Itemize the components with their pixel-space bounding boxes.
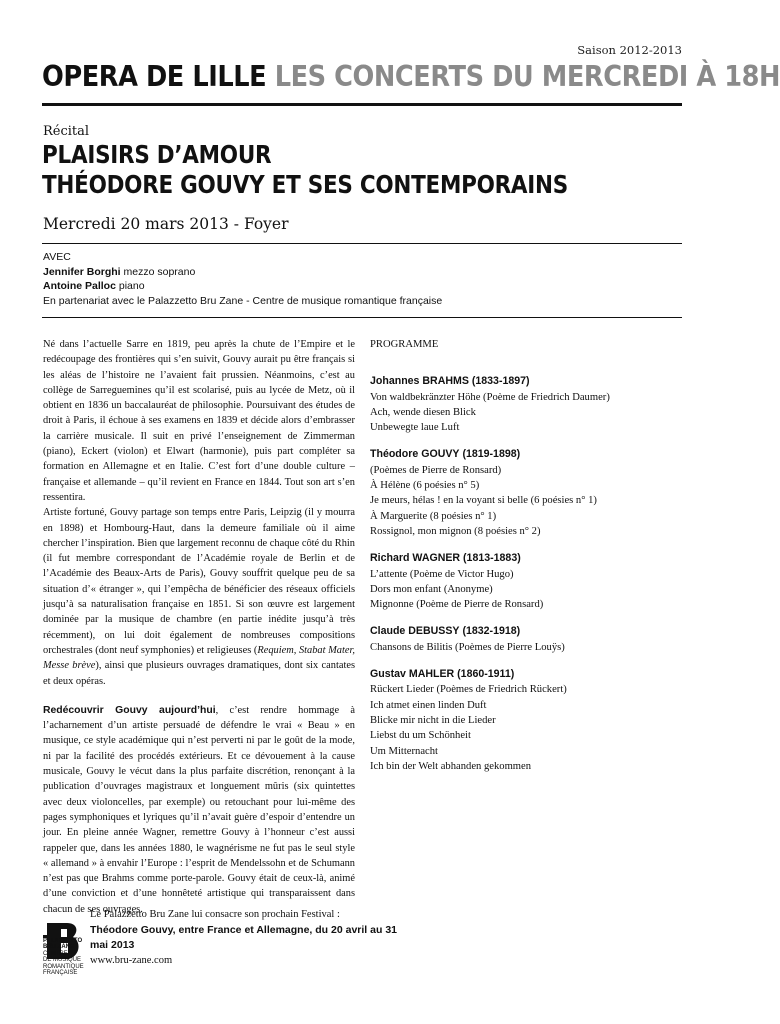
bio-paragraph: Né dans l’actuelle Sarre en 1819, peu après la chute de l’Empire et le redécoupage des frontières qui s’en suivit, Gouvy aurait pu être français si les aléas de l’histoire ne l’avaient fait prussien. Néanmoins, c’est au collège de Sarreguemines qu’il est scolarisé, puis au lycée de Metz, où il obtient en 1836 un baccalauréat de philosophie. Poursuivant des études de droit à Paris, il échoue à ses examens en 1839 et décide alors d’embrasser la carrière musicale. Il suit en privé l’enseignement de Zimmerman (piano), Eckert (violon) et Elwart (harmonie), puis part compléter sa formation en Allemagne et en Italie. C’est fort d’une double culture – française et allemande – qu’il revient en France en 1844. Tout son art s’en ressentira. (43, 339, 355, 503)
masthead-rule (42, 103, 682, 106)
work-item: Rossignol, mon mignon (8 poésies n° 2) (370, 525, 541, 537)
works-list (370, 567, 670, 613)
programme-heading: PROGRAMME (370, 339, 439, 350)
composer-name: Théodore GOUVY (1819-1898) (370, 448, 521, 461)
composer-block (370, 374, 670, 435)
work-item: Ach, wende diesen Blick (370, 406, 476, 418)
composer-list (370, 374, 670, 774)
work-item: À Hélène (6 poésies n° 5) (370, 480, 480, 492)
performer-name: Jennifer Borghi (43, 265, 121, 278)
works-list (370, 390, 670, 436)
work-item: Unbewegte laue Luft (370, 422, 460, 434)
website-link[interactable]: www.bru-zane.com (90, 954, 173, 966)
composer-name: Gustav MAHLER (1860-1911) (370, 668, 515, 681)
performer-role: piano (118, 280, 145, 293)
work-item: Um Mitternacht (370, 745, 438, 757)
masthead-series: LES CONCERTS DU MERCREDI À 18H (274, 60, 780, 93)
works-list (370, 682, 670, 774)
work-item: L’attente (Poème de Victor Hugo) (370, 568, 514, 580)
bio-paragraph: Redécouvrir Gouvy aujourd’hui, c’est rendre hommage à l’acharnement d’un artiste persuadé de défendre le vrai « Beau » en musique, ce style académique qui n’est perverti ni par le goût de la mode, ni par la facilité des procédés extérieurs. Et ce dévouement à la cause musicale, Gouvy le vécut dans la plus parfaite discrétion, renonçant à la publication d’ouvrages magistraux et longuement mûris (six quintettes avec deux violoncelles, par exemple) ou retouchant pour lui-même des pages symphoniques et lyriques qu’il n’avait guère d’espoir d’entendre un jour. En pleine année Wagner, remettre Gouvy à l’honneur c’est aussi rappeler que, dans les années 1880, le wagnérisme ne fut pas le seul style « allemand » à envahir l’Europe : l’esprit de Mendelssohn et de Schumann n’est pas que Brahms comme porte-parole. Gouvy était de ceux-là, animé d’une conviction et d’une honnêteté artistique qui transparaissent dans chacun de ses ouvrages. (43, 704, 355, 915)
composer-name: Richard WAGNER (1813-1883) (370, 552, 521, 565)
works-list (370, 640, 670, 655)
bio-paragraph: Artiste fortuné, Gouvy partage son temps entre Paris, Leipzig (il y mourra en 1898) et Hombourg-Haut, dans la demeure familiale où il aime chercher l’inspiration. Bien que largement reconnu de chaque côté du Rhin (il fut membre correspondant de l’Académie royale de Berlin et de l’Académie des Beaux-Arts de Paris), Gouvy souffrit quelque peu de sa situation d’« étranger », qui l’empêcha de bénéficier des réseaux officiels jusqu’à sa naturalisation française en 1851. Si son œuvre est largement dominée par la musique de chambre (en partie inédite jusqu’à très récemment), on lui doit également de nombreuses compositions orchestrales (dont neuf symphonies) et religieuses (Requiem, Stabat Mater, Messe brève), ainsi que plusieurs ouvrages dramatiques, dont six cantates et deux opéras. (43, 507, 355, 687)
composer-block (370, 667, 670, 774)
divider (42, 317, 682, 318)
performer-name: Antoine Palloc (43, 280, 116, 293)
composer-name: Claude DEBUSSY (1832-1918) (370, 625, 521, 638)
event-date: Mercredi 20 mars 2013 - Foyer (43, 215, 289, 233)
title-line-1: PLAISIRS D’AMOUR (42, 140, 272, 169)
performer (43, 265, 442, 280)
composer-block (370, 447, 670, 539)
work-item: Chansons de Bilitis (Poèmes de Pierre Louÿs) (370, 641, 565, 653)
work-item: Von waldbekränzter Höhe (Poème de Friedrich Daumer) (370, 391, 610, 403)
masthead (42, 60, 780, 94)
work-item: (Poèmes de Pierre de Ronsard) (370, 464, 502, 476)
festival-name: Théodore Gouvy, entre France et Allemagne, du 20 avril au 31 mai 2013 (90, 923, 397, 952)
divider (42, 243, 682, 244)
work-item: Rückert Lieder (Poèmes de Friedrich Rückert) (370, 684, 567, 696)
festival-intro: Le Palazzetto Bru Zane lui consacre son prochain Festival : (90, 909, 340, 920)
work-item: À Marguerite (8 poésies n° 1) (370, 510, 497, 522)
work-item: Liebst du um Schönheit (370, 730, 471, 742)
season-label: Saison 2012-2013 (577, 43, 682, 57)
work-item: Mignonne (Poème de Pierre de Ronsard) (370, 599, 544, 611)
biography (43, 337, 355, 917)
logo-wordmark: PALAZZETTO BRU ZANE CENTRE DE MUSIQUE ROMANTIQUE FRANÇAISE (43, 938, 84, 977)
footer (43, 898, 683, 988)
partnership-note: En partenariat avec le Palazzetto Bru Zane - Centre de musique romantique française (43, 294, 443, 307)
title-line-2: THÉODORE GOUVY ET SES CONTEMPORAINS (42, 170, 569, 199)
bio-lead: Redécouvrir Gouvy aujourd’hui (43, 704, 216, 716)
work-item: Dors mon enfant (Anonyme) (370, 583, 493, 595)
page-title (42, 140, 592, 200)
event-kind: Récital (43, 124, 90, 139)
performer (43, 279, 442, 294)
performer-role: mezzo soprano (123, 265, 196, 278)
composer-block (370, 624, 670, 655)
programme (370, 337, 670, 786)
work-item: Ich bin der Welt abhanden gekommen (370, 760, 532, 772)
work-item: Blicke mir nicht in die Lieder (370, 714, 496, 726)
bio-works: Requiem, Stabat Mater, Messe brève (43, 644, 355, 672)
composer-block (370, 551, 670, 612)
work-item: Je meurs, hélas ! en la voyant si belle (6 poésies n° 1) (370, 495, 597, 507)
works-list (370, 463, 670, 539)
composer-name: Johannes BRAHMS (1833-1897) (370, 375, 530, 388)
masthead-venue: OPERA DE LILLE (42, 60, 267, 93)
festival-note (90, 908, 397, 968)
cast-block (43, 250, 442, 308)
cast-heading: AVEC (43, 251, 71, 263)
work-item: Ich atmet einen linden Duft (370, 699, 487, 711)
